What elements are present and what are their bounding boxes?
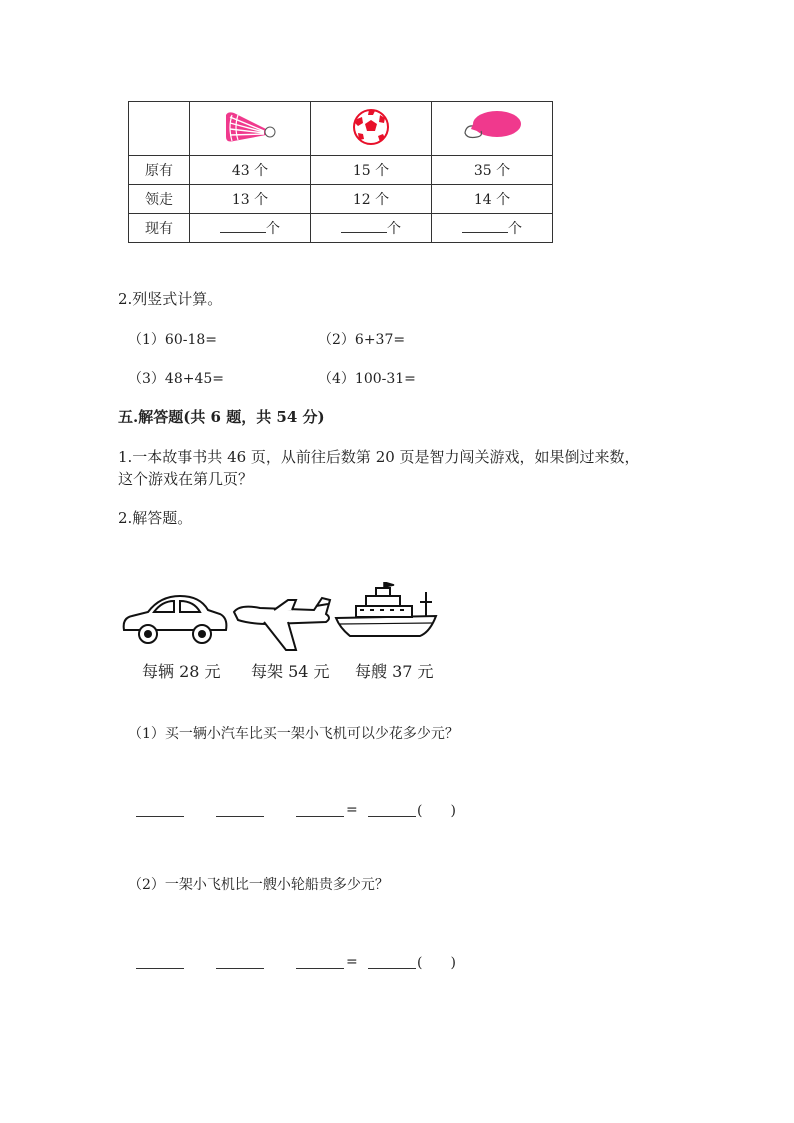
answer-blank[interactable] [136,968,184,969]
ball-cell [311,102,432,156]
unit-paren[interactable]: ( ) [417,955,456,971]
shuttlecock-cell [190,102,311,156]
equals-sign: = [346,802,358,818]
equals-sign: = [346,954,358,970]
shuttlecock-icon [220,107,280,147]
answer-blank[interactable] [462,218,508,233]
answer-cell[interactable] [190,214,311,243]
calc-item: （1）60-18= [128,332,217,348]
ship-icon [334,582,440,642]
unit-paren[interactable]: ( ) [417,803,456,819]
table-corner-cell [129,102,190,156]
table-icon-row [129,102,553,156]
table-cell: 12 个 [311,185,432,214]
problem-2-heading: 2.解答题。 [118,509,193,527]
row-label: 现有 [129,214,190,243]
unit-label: 个 [387,221,401,237]
sub-question-1: （1）买一辆小汽车比买一架小飞机可以少花多少元？ [128,726,459,742]
balloon-cell [432,102,553,156]
sub-question-2: （2）一架小飞机比一艘小轮船贵多少元？ [128,877,389,893]
q2-heading: 2.列竖式计算。 [118,290,223,308]
row-label: 原有 [129,156,190,185]
problem-1-line-1: 1.一本故事书共 46 页，从前往后数第 20 页是智力闯关游戏，如果倒过来数， [118,448,640,466]
ball-icon [349,107,393,147]
plane-price: 每架 54 元 [251,662,330,681]
table-cell: 13 个 [190,185,311,214]
answer-cell[interactable] [311,214,432,243]
answer-blank[interactable] [216,816,264,817]
table-cell: 15 个 [311,156,432,185]
balloon-icon [461,107,523,147]
calc-item: （3）48+45= [128,371,224,387]
answer-blank[interactable] [136,816,184,817]
answer-blank[interactable] [368,968,416,969]
car-price: 每辆 28 元 [142,662,221,681]
problem-1-line-2: 这个游戏在第几页？ [118,470,254,488]
ship-price: 每艘 37 元 [355,662,434,681]
table-cell: 35 个 [432,156,553,185]
airplane-icon [230,592,336,654]
table-row [129,156,553,185]
car-icon [120,588,230,648]
table-cell: 14 个 [432,185,553,214]
calc-item: （4）100-31= [318,371,416,387]
answer-blank[interactable] [296,816,344,817]
section-title: 五.解答题(共 6 题，共 54 分) [118,408,325,426]
unit-label: 个 [508,221,522,237]
table-row [129,185,553,214]
answer-blank[interactable] [341,218,387,233]
answer-blank[interactable] [368,816,416,817]
answer-blank[interactable] [296,968,344,969]
table-row [129,214,553,243]
answer-cell[interactable] [432,214,553,243]
table-cell: 43 个 [190,156,311,185]
answer-blank[interactable] [216,968,264,969]
answer-blank[interactable] [220,218,266,233]
row-label: 领走 [129,185,190,214]
supplies-table [128,101,553,243]
calc-item: （2）6+37= [318,332,406,348]
unit-label: 个 [266,221,280,237]
